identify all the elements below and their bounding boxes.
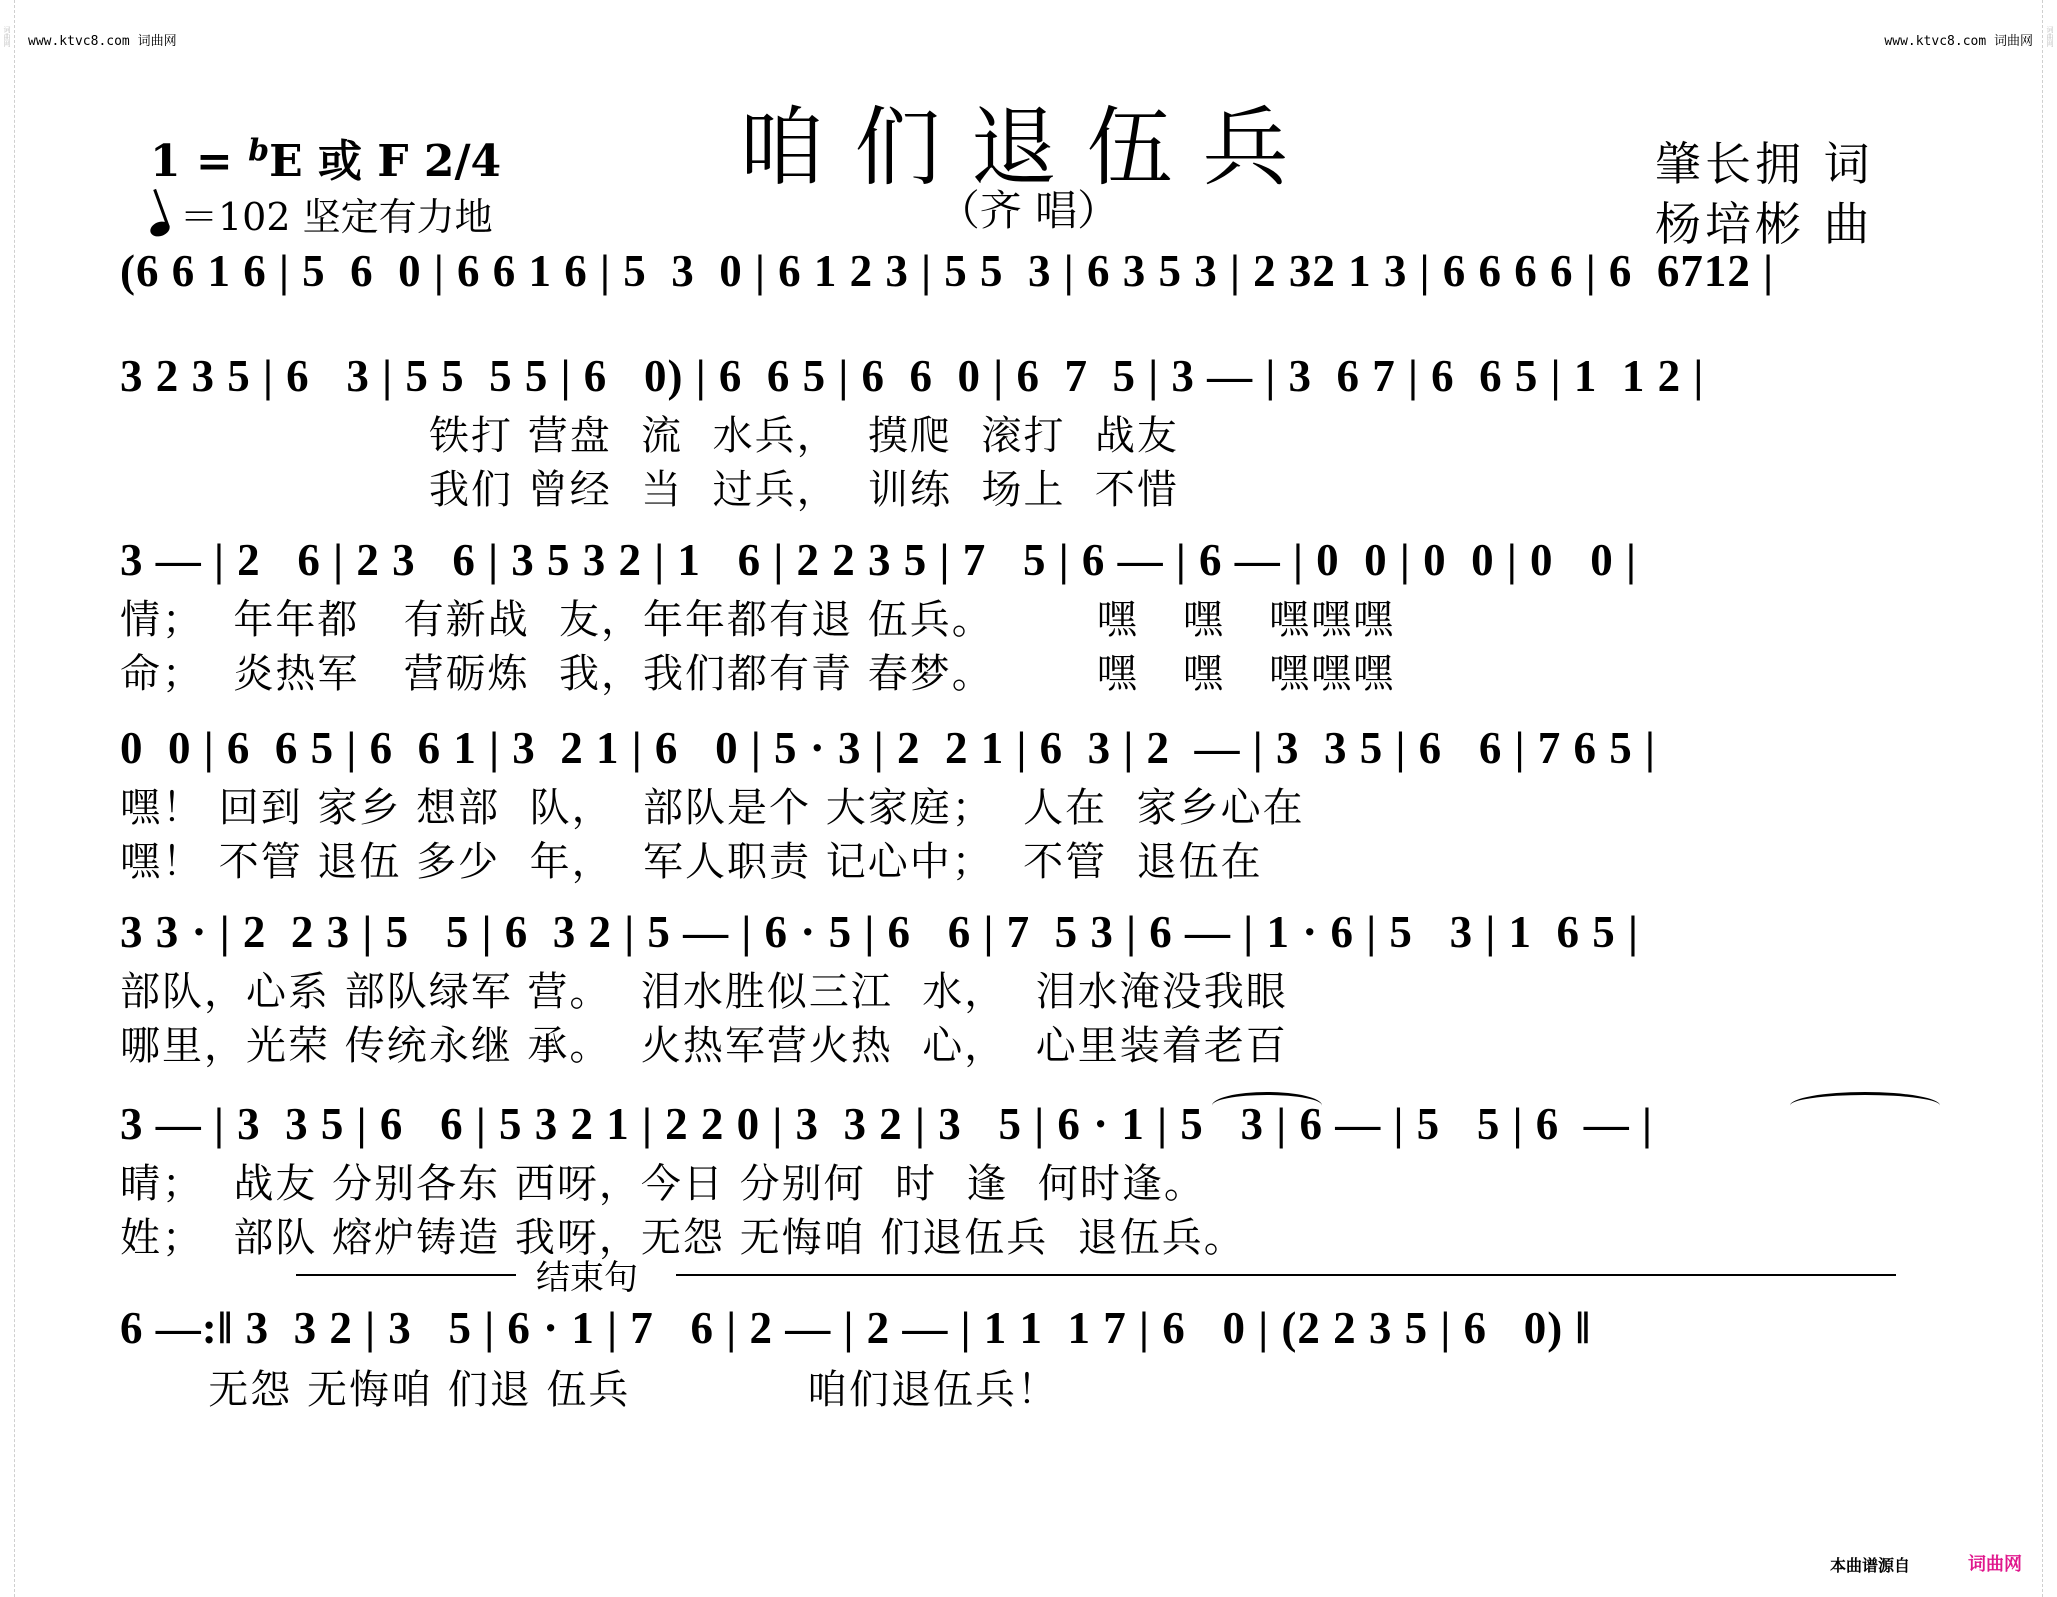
- song-title: 咱们退伍兵: [738, 98, 1319, 198]
- notation-line-4: 0 0 | 6 6 5 | 6 6 1 | 3 2 1 | 6 0 | 5 · 3 | 2 2 1 | 6 3 | 2 — | 3 3 5 | 6 6 | 7 6 5 |: [120, 723, 1656, 773]
- flat-sign: b: [248, 133, 270, 169]
- lyricist-credit: 肇长拥 词: [1655, 137, 1874, 191]
- ending-rule-left: [296, 1274, 516, 1276]
- slur-arc: [1790, 1092, 1940, 1119]
- performance-type: （齐 唱）: [937, 186, 1120, 235]
- notation-line-3: 3 — | 2 6 | 2 3 6 | 3 5 3 2 | 1 6 | 2 2 3 5 | 7 5 | 6 — | 6 — | 0 0 | 0 0 | 0 0 |: [120, 535, 1637, 585]
- notation-line-2: 3 2 3 5 | 6 3 | 5 5 5 5 | 6 0) | 6 6 5 | 6 6 0 | 6 7 5 | 3 — | 3 6 7 | 6 6 5 | 1 1 2 |: [120, 351, 1705, 401]
- notation-line-6: 3 — | 3 3 5 | 6 6 | 5 3 2 1 | 2 2 0 | 3 3 2 | 3 5 | 6 · 1 | 5 3 | 6 — | 5 5 | 6 — |: [120, 1099, 1653, 1149]
- brand-logo: 词曲网: [1968, 1554, 2022, 1575]
- source-note: 本曲谱源自: [1830, 1556, 1911, 1575]
- lyric-line-3b: 嘿！ 不管 退伍 多少 年， 军人职责 记心中； 不管 退伍在: [120, 839, 1263, 885]
- tempo-marking: ＝102 坚定有力地: [150, 186, 493, 241]
- lyric-line-1a: 铁打 营盘 流 水兵， 摸爬 滚打 战友: [120, 413, 1179, 459]
- site-url-left: www.ktvc8.com 词曲网: [28, 34, 177, 49]
- lyric-line-4a: 部队，心系 部队绿军 营。 泪水胜似三江 水， 泪水淹没我眼: [120, 969, 1288, 1015]
- lyric-line-5a: 晴； 战友 分别各东 西呀，今日 分别何 时 逢 何时逢。: [120, 1161, 1206, 1207]
- quarter-note-icon: [148, 219, 172, 239]
- ending-phrase-marker: [296, 1250, 1896, 1298]
- key-signature: 1 = $^b$E 或 F 2/4: [150, 133, 502, 187]
- lyric-line-4b: 哪里，光荣 传统永继 承。 火热军营火热 心， 心里装着老百: [120, 1023, 1288, 1069]
- lyric-line-5b: 姓； 部队 熔炉铸造 我呀，无怨 无悔咱 们退伍兵 退伍兵。: [120, 1215, 1246, 1261]
- ending-phrase-label: 结束句: [536, 1258, 638, 1298]
- lyric-line-2a: 情； 年年都 有新战 友，年年都有退 伍兵。 嘿 嘿 嘿嘿嘿: [120, 597, 1396, 643]
- site-url-right: www.ktvc8.com 词曲网: [1884, 34, 2033, 49]
- left-watermark-strip: 词曲网: [0, 0, 15, 1597]
- lyric-line-3a: 嘿！ 回到 家乡 想部 队， 部队是个 大家庭； 人在 家乡心在: [120, 785, 1305, 831]
- lyric-line-2b: 命； 炎热军 营砺炼 我，我们都有青 春梦。 嘿 嘿 嘿嘿嘿: [120, 651, 1396, 697]
- ending-rule-right: [676, 1274, 1896, 1276]
- notation-line-7: 6 —:‖ 3 3 2 | 3 5 | 6 · 1 | 7 6 | 2 — | 2 — | 1 1 1 7 | 6 0 | (2 2 3 5 | 6 0) ‖: [120, 1303, 1592, 1353]
- notation-line-5: 3 3 · | 2 2 3 | 5 5 | 6 3 2 | 5 — | 6 · 5 | 6 6 | 7 5 3 | 6 — | 1 · 6 | 5 3 | 1 6 5 |: [120, 907, 1639, 957]
- composer-credit: 杨培彬 曲: [1655, 197, 1874, 251]
- notation-line-1: (6 6 1 6 | 5 6 0 | 6 6 1 6 | 5 3 0 | 6 1 2 3 | 5 5 3 | 6 3 5 3 | 2 32 1 3 | 6 6 6 6 | 6 6712 |: [120, 246, 1775, 296]
- slur-arc: [1212, 1092, 1322, 1119]
- lyric-line-6: 无怨 无悔咱 们退 伍兵 咱们退伍兵！: [120, 1367, 1060, 1413]
- lyric-line-1b: 我们 曾经 当 过兵， 训练 场上 不惜: [120, 467, 1179, 513]
- right-watermark-strip: 词曲网: [2042, 0, 2057, 1597]
